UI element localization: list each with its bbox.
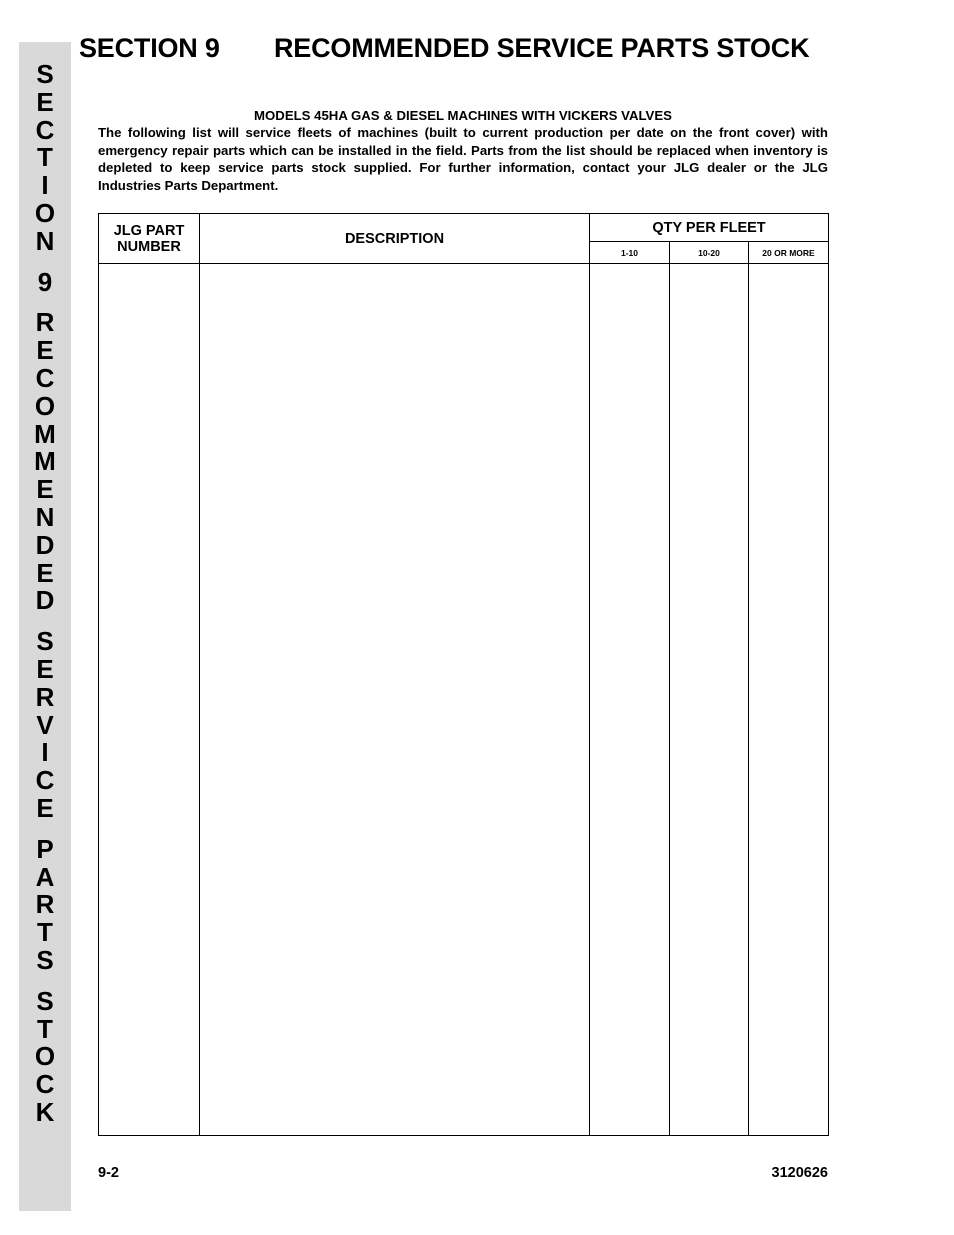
cell-qty-20-or-more (749, 264, 829, 1136)
side-tab-letter: I (41, 737, 49, 768)
side-tab-text (19, 61, 71, 1127)
cell-qty-1-10 (590, 264, 670, 1136)
side-tab-letter: S (36, 944, 54, 975)
parts-table (98, 213, 829, 1136)
header-qty-1-10: 1-10 (590, 242, 670, 264)
cell-description (200, 264, 590, 1136)
cell-part-number (99, 264, 200, 1136)
side-tab-letter: E (36, 474, 54, 505)
side-tab-letter: S (36, 626, 54, 657)
side-tab-letter: D (35, 529, 55, 560)
side-tab-letter: E (36, 335, 54, 366)
cell-qty-10-20 (670, 264, 749, 1136)
side-tab-letter: O (34, 1041, 56, 1072)
side-tab-letter: N (35, 501, 55, 532)
header-qty-20-or-more: 20 OR MORE (749, 242, 829, 264)
side-tab-letter: S (36, 985, 54, 1016)
side-tab-letter: N (35, 225, 55, 256)
side-tab-letter: E (36, 557, 54, 588)
side-tab-letter: E (36, 792, 54, 823)
side-tab-letter: M (34, 446, 56, 477)
side-tab-letter: I (41, 170, 49, 201)
side-tab-letter: R (35, 889, 55, 920)
header-qty-10-20: 10-20 (670, 242, 749, 264)
side-tab-letter: R (35, 681, 55, 712)
side-tab-letter: M (34, 418, 56, 449)
page-title (79, 33, 809, 64)
side-tab-letter: O (34, 197, 56, 228)
header-part-number-line1: JLG PART (113, 222, 185, 239)
side-tab-letter: P (36, 833, 54, 864)
side-tab-letter: T (37, 1013, 53, 1044)
side-tab-letter: D (35, 585, 55, 616)
side-tab-letter: E (36, 653, 54, 684)
side-tab-letter: C (35, 765, 55, 796)
side-tab-letter: K (35, 1096, 55, 1127)
section-label: SECTION 9 (79, 33, 220, 63)
side-tab-letter: V (36, 709, 54, 740)
side-tab-letter: 9 (37, 266, 53, 297)
page-number: 9-2 (98, 1165, 119, 1181)
models-subheading: MODELS 45HA GAS & DIESEL MACHINES WITH VICKERS VALVES (254, 108, 672, 123)
side-tab-letter: C (35, 1069, 55, 1100)
header-qty-per-fleet: QTY PER FLEET (590, 214, 829, 242)
side-tab-letter: T (37, 917, 53, 948)
side-tab-letter: S (36, 59, 54, 89)
header-description: DESCRIPTION (200, 214, 590, 264)
section-title: RECOMMENDED SERVICE PARTS STOCK (274, 33, 810, 63)
side-tab-letter: C (35, 362, 55, 393)
side-tab-letter: E (36, 86, 54, 117)
side-tab-letter: C (35, 114, 55, 145)
side-section-tab (19, 42, 71, 1211)
side-tab-letter: O (34, 390, 56, 421)
intro-paragraph: The following list will service fleets of machines (built to current production per date on the front cover) with emergency repair parts which can be installed in the field. Parts from the list should be replaced when inventory is depleted to keep service parts stock supplied. For further information, contact your JLG dealer or the JLG Industries Parts Department. (98, 125, 828, 193)
side-tab-letter: R (35, 307, 55, 338)
table-row (99, 264, 829, 1136)
side-tab-letter: A (35, 861, 55, 892)
side-tab-letter: T (37, 142, 53, 173)
header-part-number-line2: NUMBER (117, 238, 181, 255)
header-part-number (99, 214, 200, 264)
document-number: 3120626 (771, 1165, 828, 1181)
